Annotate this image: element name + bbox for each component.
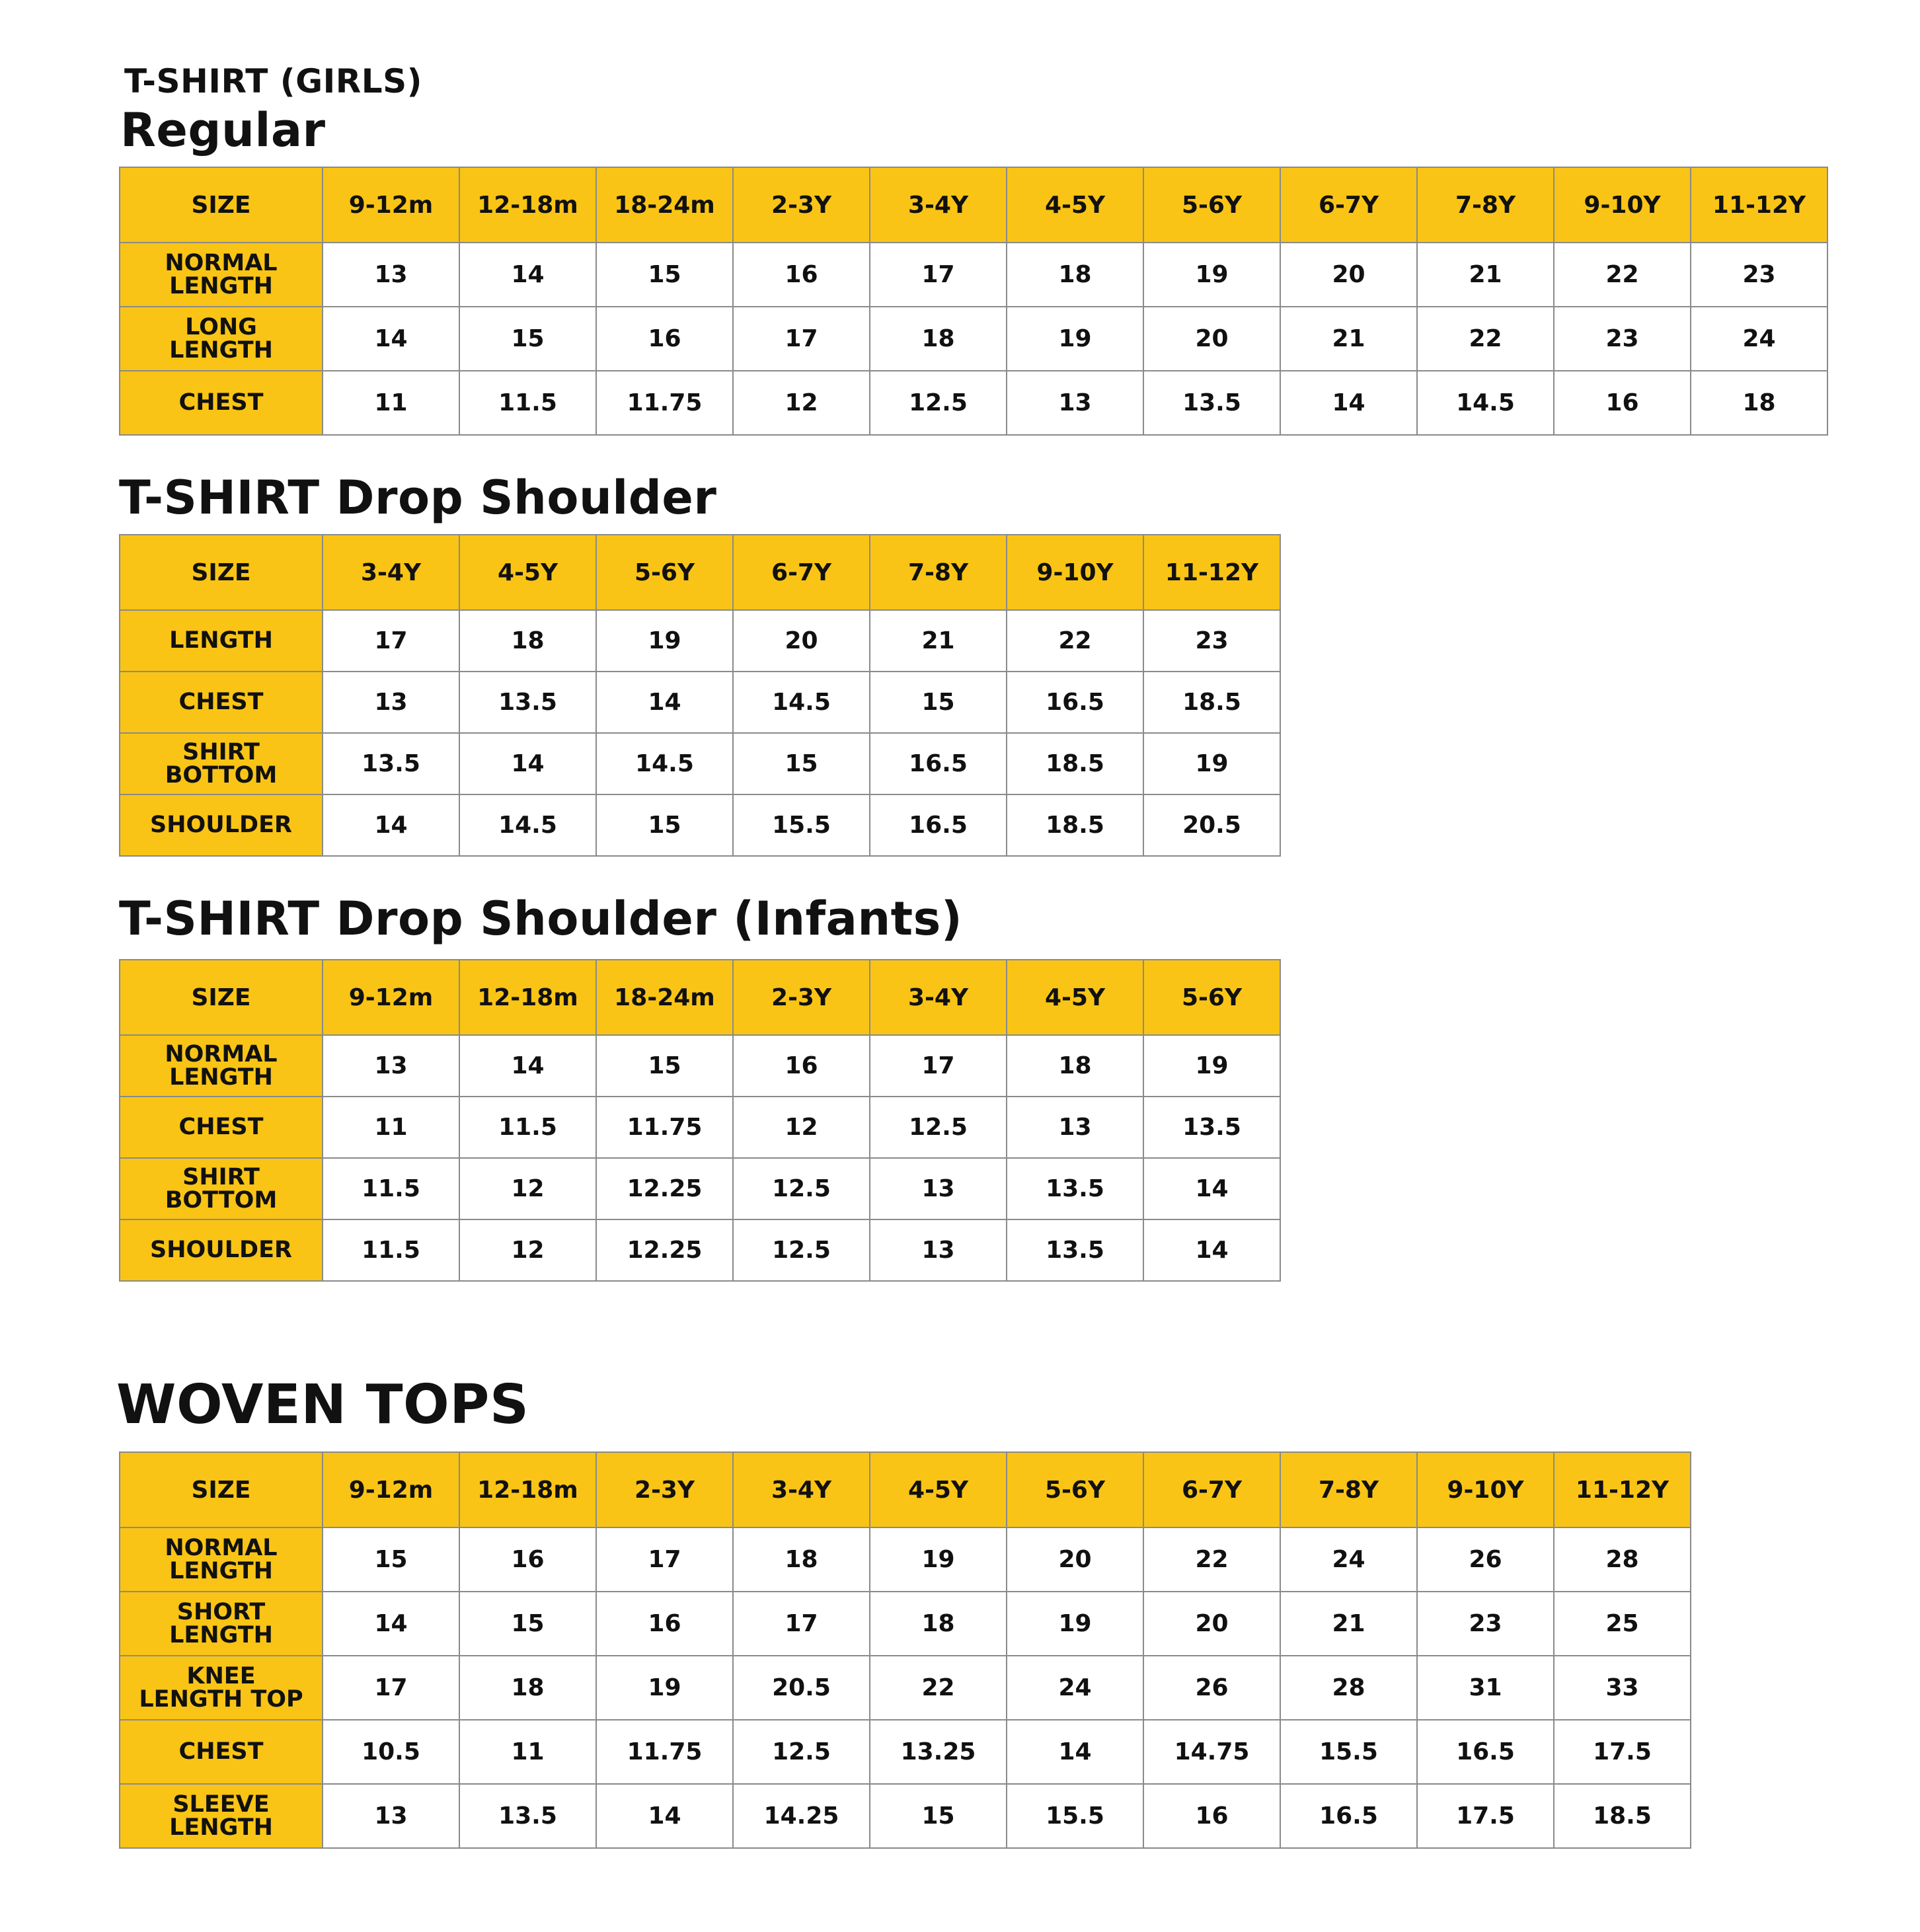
measurement-value: 15 xyxy=(323,1527,459,1592)
measurement-value: 14 xyxy=(459,733,596,794)
section-title-regular: Regular xyxy=(120,103,326,157)
measurement-value: 16 xyxy=(596,307,733,371)
measurement-value: 14 xyxy=(459,243,596,307)
measurement-value: 14 xyxy=(1280,371,1417,435)
measurement-value: 17 xyxy=(323,610,459,672)
measurement-value: 11.5 xyxy=(323,1219,459,1281)
measurement-value: 13 xyxy=(1007,371,1143,435)
measurement-value: 16.5 xyxy=(1007,672,1143,733)
measurement-value: 16 xyxy=(459,1527,596,1592)
measurement-label: CHEST xyxy=(120,672,323,733)
size-header-cell: 11-12Y xyxy=(1691,167,1827,243)
size-header-cell: 9-10Y xyxy=(1554,167,1691,243)
table-row xyxy=(120,610,1280,672)
measurement-value: 17 xyxy=(733,307,870,371)
measurement-value: 17.5 xyxy=(1417,1784,1554,1848)
measurement-label: NORMAL LENGTH xyxy=(120,243,323,307)
measurement-value: 14 xyxy=(323,307,459,371)
measurement-value: 13.5 xyxy=(323,733,459,794)
measurement-value: 13 xyxy=(323,672,459,733)
size-header-cell: 3-4Y xyxy=(323,535,459,610)
measurement-value: 13.25 xyxy=(870,1720,1007,1784)
measurement-label: SHOULDER xyxy=(120,794,323,856)
table-row xyxy=(120,1720,1691,1784)
measurement-value: 13 xyxy=(870,1219,1007,1281)
measurement-label: SHIRT BOTTOM xyxy=(120,1158,323,1219)
measurement-value: 24 xyxy=(1007,1656,1143,1720)
table-row xyxy=(120,1784,1691,1848)
measurement-value: 21 xyxy=(1280,1592,1417,1656)
measurement-value: 13.5 xyxy=(1007,1219,1143,1281)
measurement-value: 18 xyxy=(870,1592,1007,1656)
measurement-value: 17 xyxy=(733,1592,870,1656)
size-header-cell: 5-6Y xyxy=(1007,1452,1143,1527)
measurement-value: 14 xyxy=(596,672,733,733)
size-header-label: SIZE xyxy=(120,960,323,1035)
size-header-cell: 7-8Y xyxy=(1417,167,1554,243)
measurement-value: 15.5 xyxy=(1280,1720,1417,1784)
section-title-drop-shoulder: T-SHIRT Drop Shoulder xyxy=(119,471,717,525)
size-header-cell: 3-4Y xyxy=(733,1452,870,1527)
measurement-value: 11 xyxy=(323,371,459,435)
measurement-value: 20 xyxy=(1143,307,1280,371)
measurement-value: 13.5 xyxy=(459,1784,596,1848)
measurement-value: 13.5 xyxy=(1143,371,1280,435)
measurement-value: 18.5 xyxy=(1554,1784,1691,1848)
size-header-cell: 5-6Y xyxy=(1143,960,1280,1035)
measurement-value: 19 xyxy=(596,610,733,672)
table-row xyxy=(120,307,1827,371)
measurement-value: 19 xyxy=(1143,733,1280,794)
measurement-value: 16 xyxy=(596,1592,733,1656)
size-header-cell: 9-12m xyxy=(323,1452,459,1527)
measurement-value: 11.75 xyxy=(596,1097,733,1158)
measurement-value: 17 xyxy=(870,1035,1007,1097)
size-table-regular xyxy=(119,167,1828,436)
size-header-cell: 9-12m xyxy=(323,960,459,1035)
table-row xyxy=(120,1219,1280,1281)
size-header-cell: 4-5Y xyxy=(1007,167,1143,243)
measurement-value: 16.5 xyxy=(870,794,1007,856)
measurement-value: 24 xyxy=(1691,307,1827,371)
table-header-row xyxy=(120,167,1827,243)
measurement-value: 23 xyxy=(1143,610,1280,672)
measurement-value: 16 xyxy=(1554,371,1691,435)
measurement-value: 13.5 xyxy=(1007,1158,1143,1219)
measurement-value: 11.5 xyxy=(459,1097,596,1158)
measurement-value: 12 xyxy=(459,1219,596,1281)
size-header-cell: 6-7Y xyxy=(1280,167,1417,243)
measurement-value: 20 xyxy=(1007,1527,1143,1592)
table-row xyxy=(120,1097,1280,1158)
measurement-value: 26 xyxy=(1417,1527,1554,1592)
measurement-value: 12.5 xyxy=(733,1219,870,1281)
measurement-value: 14.5 xyxy=(733,672,870,733)
measurement-value: 19 xyxy=(1007,1592,1143,1656)
measurement-value: 13 xyxy=(323,243,459,307)
size-header-cell: 9-10Y xyxy=(1007,535,1143,610)
measurement-value: 18 xyxy=(1691,371,1827,435)
measurement-value: 21 xyxy=(1280,307,1417,371)
measurement-value: 15 xyxy=(733,733,870,794)
measurement-value: 18.5 xyxy=(1007,733,1143,794)
size-header-cell: 11-12Y xyxy=(1554,1452,1691,1527)
measurement-value: 15 xyxy=(596,794,733,856)
measurement-value: 14 xyxy=(1007,1720,1143,1784)
size-header-cell: 12-18m xyxy=(459,167,596,243)
measurement-value: 11 xyxy=(323,1097,459,1158)
measurement-value: 13.5 xyxy=(459,672,596,733)
size-header-cell: 7-8Y xyxy=(870,535,1007,610)
measurement-value: 15.5 xyxy=(733,794,870,856)
measurement-value: 16.5 xyxy=(870,733,1007,794)
measurement-value: 14 xyxy=(596,1784,733,1848)
measurement-value: 31 xyxy=(1417,1656,1554,1720)
measurement-value: 13 xyxy=(870,1158,1007,1219)
measurement-label: NORMAL LENGTH xyxy=(120,1035,323,1097)
measurement-value: 15 xyxy=(596,1035,733,1097)
table-row xyxy=(120,794,1280,856)
measurement-value: 25 xyxy=(1554,1592,1691,1656)
measurement-value: 14.5 xyxy=(596,733,733,794)
measurement-value: 14 xyxy=(459,1035,596,1097)
measurement-value: 11.75 xyxy=(596,371,733,435)
table-row xyxy=(120,1592,1691,1656)
section-supertitle: T-SHIRT (GIRLS) xyxy=(124,62,422,100)
section-title-drop-shoulder-infants: T-SHIRT Drop Shoulder (Infants) xyxy=(119,892,963,946)
size-header-cell: 12-18m xyxy=(459,960,596,1035)
size-header-cell: 11-12Y xyxy=(1143,535,1280,610)
measurement-value: 28 xyxy=(1280,1656,1417,1720)
measurement-value: 18 xyxy=(459,1656,596,1720)
table-row xyxy=(120,672,1280,733)
measurement-value: 12.5 xyxy=(870,1097,1007,1158)
measurement-label: LONG LENGTH xyxy=(120,307,323,371)
measurement-value: 15 xyxy=(459,307,596,371)
size-table-drop-shoulder-infants xyxy=(119,959,1281,1282)
size-table-woven-tops xyxy=(119,1451,1691,1849)
measurement-value: 12.25 xyxy=(596,1219,733,1281)
measurement-value: 14 xyxy=(1143,1158,1280,1219)
table-row xyxy=(120,733,1280,794)
measurement-value: 15 xyxy=(870,672,1007,733)
table-header-row xyxy=(120,535,1280,610)
measurement-value: 23 xyxy=(1691,243,1827,307)
measurement-value: 13 xyxy=(1007,1097,1143,1158)
measurement-value: 28 xyxy=(1554,1527,1691,1592)
measurement-label: LENGTH xyxy=(120,610,323,672)
measurement-value: 12.5 xyxy=(733,1158,870,1219)
measurement-value: 12 xyxy=(459,1158,596,1219)
measurement-value: 18 xyxy=(733,1527,870,1592)
measurement-value: 17 xyxy=(596,1527,733,1592)
measurement-value: 14.25 xyxy=(733,1784,870,1848)
measurement-value: 14 xyxy=(1143,1219,1280,1281)
measurement-value: 17 xyxy=(323,1656,459,1720)
size-header-cell: 18-24m xyxy=(596,960,733,1035)
table-row xyxy=(120,1656,1691,1720)
measurement-label: KNEE LENGTH TOP xyxy=(120,1656,323,1720)
measurement-value: 18 xyxy=(870,307,1007,371)
table-row xyxy=(120,1527,1691,1592)
size-header-cell: 3-4Y xyxy=(870,960,1007,1035)
measurement-value: 13 xyxy=(323,1784,459,1848)
measurement-value: 20.5 xyxy=(1143,794,1280,856)
size-header-cell: 12-18m xyxy=(459,1452,596,1527)
measurement-label: CHEST xyxy=(120,371,323,435)
size-header-cell: 5-6Y xyxy=(1143,167,1280,243)
measurement-value: 15 xyxy=(870,1784,1007,1848)
size-header-cell: 3-4Y xyxy=(870,167,1007,243)
measurement-value: 16.5 xyxy=(1280,1784,1417,1848)
table-header-row xyxy=(120,1452,1691,1527)
measurement-value: 17 xyxy=(870,243,1007,307)
section-title-woven-tops: WOVEN TOPS xyxy=(116,1373,529,1436)
measurement-value: 22 xyxy=(870,1656,1007,1720)
measurement-value: 12.5 xyxy=(733,1720,870,1784)
measurement-value: 10.5 xyxy=(323,1720,459,1784)
measurement-value: 18 xyxy=(1007,1035,1143,1097)
measurement-value: 16 xyxy=(733,243,870,307)
measurement-value: 22 xyxy=(1007,610,1143,672)
size-header-cell: 4-5Y xyxy=(1007,960,1143,1035)
measurement-value: 26 xyxy=(1143,1656,1280,1720)
measurement-value: 11.75 xyxy=(596,1720,733,1784)
measurement-value: 21 xyxy=(870,610,1007,672)
measurement-value: 19 xyxy=(870,1527,1007,1592)
measurement-label: CHEST xyxy=(120,1720,323,1784)
measurement-value: 15 xyxy=(459,1592,596,1656)
table-header-row xyxy=(120,960,1280,1035)
measurement-label: SHORT LENGTH xyxy=(120,1592,323,1656)
measurement-value: 23 xyxy=(1554,307,1691,371)
measurement-value: 19 xyxy=(1143,1035,1280,1097)
measurement-value: 16 xyxy=(1143,1784,1280,1848)
size-header-cell: 9-10Y xyxy=(1417,1452,1554,1527)
measurement-value: 20 xyxy=(1280,243,1417,307)
measurement-value: 20.5 xyxy=(733,1656,870,1720)
measurement-value: 33 xyxy=(1554,1656,1691,1720)
measurement-label: SHOULDER xyxy=(120,1219,323,1281)
measurement-value: 17.5 xyxy=(1554,1720,1691,1784)
measurement-value: 12.25 xyxy=(596,1158,733,1219)
measurement-value: 18.5 xyxy=(1143,672,1280,733)
measurement-value: 12 xyxy=(733,371,870,435)
measurement-value: 16.5 xyxy=(1417,1720,1554,1784)
measurement-value: 14.75 xyxy=(1143,1720,1280,1784)
measurement-label: NORMAL LENGTH xyxy=(120,1527,323,1592)
measurement-value: 11 xyxy=(459,1720,596,1784)
measurement-value: 16 xyxy=(733,1035,870,1097)
size-header-cell: 6-7Y xyxy=(733,535,870,610)
measurement-value: 20 xyxy=(1143,1592,1280,1656)
measurement-label: CHEST xyxy=(120,1097,323,1158)
measurement-value: 19 xyxy=(1143,243,1280,307)
size-header-cell: 5-6Y xyxy=(596,535,733,610)
measurement-value: 14.5 xyxy=(1417,371,1554,435)
measurement-value: 11.5 xyxy=(323,1158,459,1219)
measurement-value: 22 xyxy=(1143,1527,1280,1592)
measurement-value: 19 xyxy=(1007,307,1143,371)
table-row xyxy=(120,1035,1280,1097)
measurement-value: 14.5 xyxy=(459,794,596,856)
measurement-value: 18 xyxy=(459,610,596,672)
measurement-value: 15.5 xyxy=(1007,1784,1143,1848)
table-row xyxy=(120,1158,1280,1219)
size-table-drop-shoulder xyxy=(119,534,1281,857)
measurement-value: 23 xyxy=(1417,1592,1554,1656)
size-header-cell: 4-5Y xyxy=(459,535,596,610)
measurement-value: 22 xyxy=(1417,307,1554,371)
size-header-cell: 18-24m xyxy=(596,167,733,243)
measurement-value: 12.5 xyxy=(870,371,1007,435)
measurement-value: 13 xyxy=(323,1035,459,1097)
size-header-cell: 2-3Y xyxy=(596,1452,733,1527)
measurement-label: SLEEVE LENGTH xyxy=(120,1784,323,1848)
measurement-value: 21 xyxy=(1417,243,1554,307)
measurement-value: 19 xyxy=(596,1656,733,1720)
measurement-value: 18.5 xyxy=(1007,794,1143,856)
measurement-value: 15 xyxy=(596,243,733,307)
measurement-value: 18 xyxy=(1007,243,1143,307)
measurement-value: 13.5 xyxy=(1143,1097,1280,1158)
size-header-cell: 4-5Y xyxy=(870,1452,1007,1527)
size-header-label: SIZE xyxy=(120,535,323,610)
measurement-value: 11.5 xyxy=(459,371,596,435)
measurement-label: SHIRT BOTTOM xyxy=(120,733,323,794)
size-header-cell: 9-12m xyxy=(323,167,459,243)
measurement-value: 20 xyxy=(733,610,870,672)
size-header-label: SIZE xyxy=(120,1452,323,1527)
measurement-value: 22 xyxy=(1554,243,1691,307)
size-header-label: SIZE xyxy=(120,167,323,243)
measurement-value: 14 xyxy=(323,794,459,856)
size-header-cell: 6-7Y xyxy=(1143,1452,1280,1527)
measurement-value: 14 xyxy=(323,1592,459,1656)
table-row xyxy=(120,243,1827,307)
size-header-cell: 7-8Y xyxy=(1280,1452,1417,1527)
table-row xyxy=(120,371,1827,435)
measurement-value: 24 xyxy=(1280,1527,1417,1592)
size-header-cell: 2-3Y xyxy=(733,960,870,1035)
size-header-cell: 2-3Y xyxy=(733,167,870,243)
measurement-value: 12 xyxy=(733,1097,870,1158)
